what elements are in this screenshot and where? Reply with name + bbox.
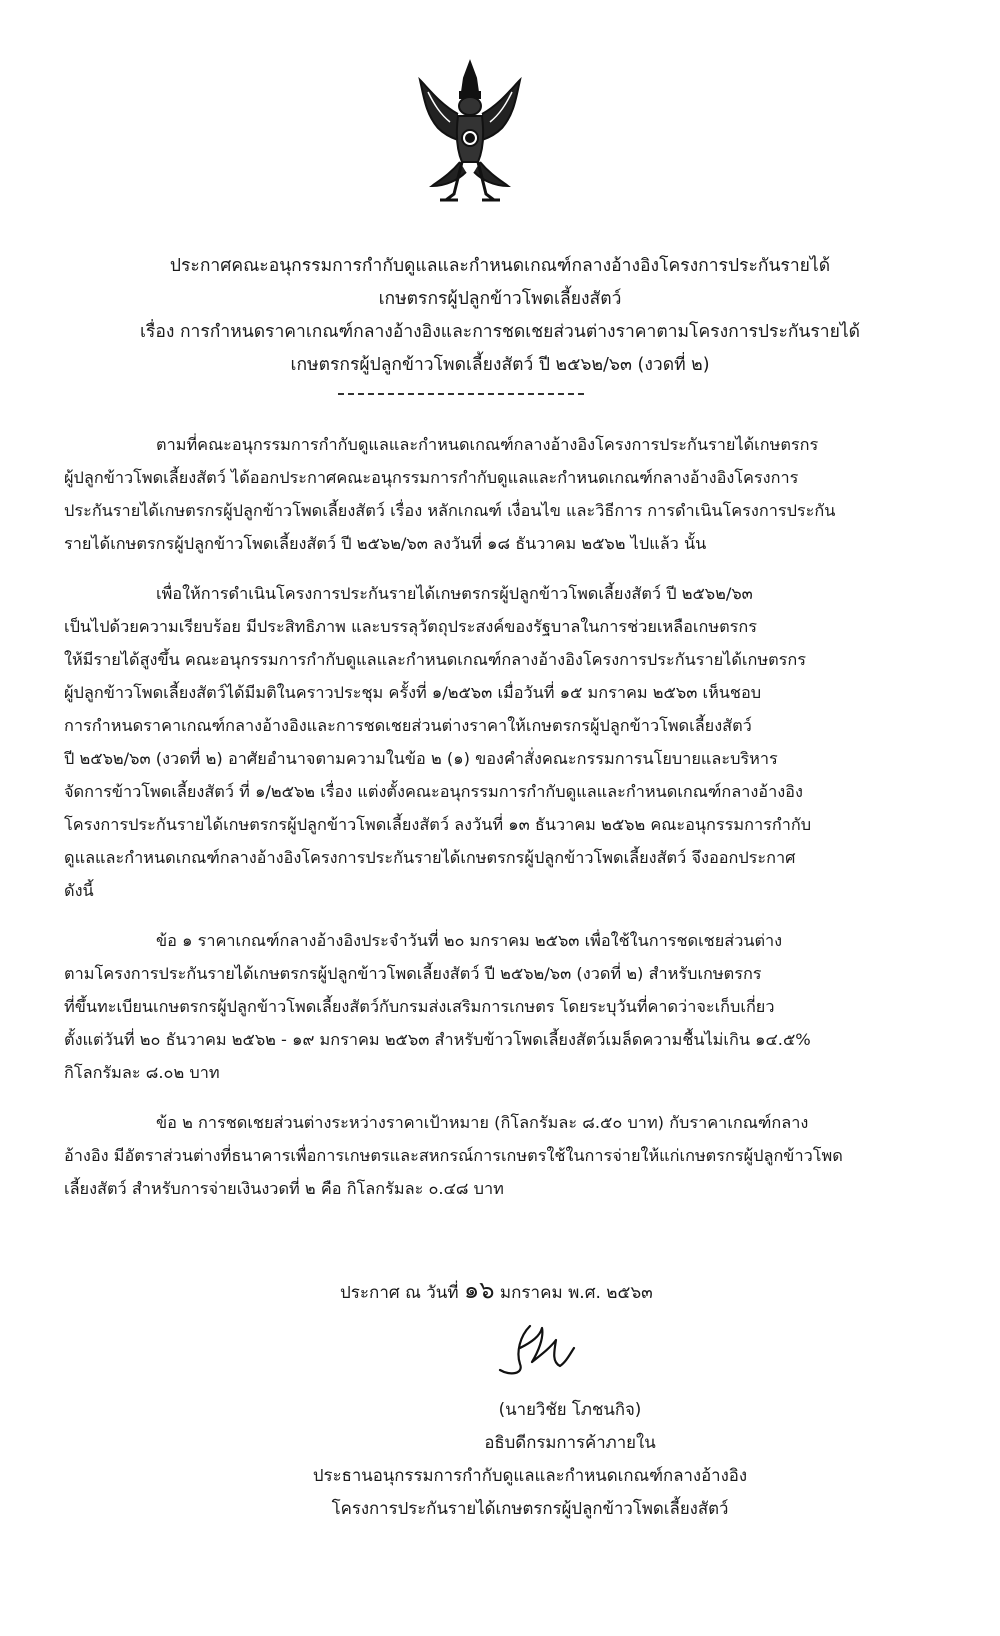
paragraph-line: การกำหนดราคาเกณฑ์กลางอ้างอิงและการชดเชยส่วนต่างราคาให้เกษตรกรผู้ปลูกข้าวโพดเลี้ยงสัตว์ <box>64 716 752 735</box>
paragraph-line: ดูแลและกำหนดเกณฑ์กลางอ้างอิงโครงการประกันรายได้เกษตรกรผู้ปลูกข้าวโพดเลี้ยงสัตว์ จึงออกประกาศ <box>64 848 796 867</box>
paragraph-line: ปี ๒๕๖๒/๖๓ (งวดที่ ๒) อาศัยอำนาจตามความในข้อ ๒ (๑) ของคำสั่งคณะกรรมการนโยบายและบริหาร <box>64 749 778 768</box>
paragraph-line: อ้างอิง มีอัตราส่วนต่างที่ธนาคารเพื่อการเกษตรและสหกรณ์การเกษตรใช้ในการจ่ายให้แก่เกษตรกรผู้ปลูกข้าวโพด <box>64 1146 843 1165</box>
paragraph-line: ข้อ ๒ การชดเชยส่วนต่างระหว่างราคาเป้าหมาย (กิโลกรัมละ ๘.๕๐ บาท) กับราคาเกณฑ์กลาง <box>156 1113 809 1132</box>
heading-divider <box>338 393 584 395</box>
announcement-heading <box>80 250 920 382</box>
signer-name: (นายวิชัย โภชนกิจ) <box>498 1399 642 1419</box>
paragraph-line: ผู้ปลูกข้าวโพดเลี้ยงสัตว์ได้มีมติในคราวประชุม ครั้งที่ ๑/๒๕๖๓ เมื่อวันที่ ๑๕ มกราคม ๒๕๖๓ เห็นชอบ <box>64 683 762 702</box>
date-suffix: มกราคม พ.ศ. ๒๕๖๓ <box>499 1283 653 1303</box>
heading-subject-line: เรื่อง การกำหนดราคาเกณฑ์กลางอ้างอิงและการชดเชยส่วนต่างราคาตามโครงการประกันรายได้ <box>139 322 861 342</box>
signer-block <box>300 1393 760 1525</box>
paragraph-1 <box>64 428 944 560</box>
signature-icon <box>490 1318 580 1380</box>
paragraph-line: เป็นไปด้วยความเรียบร้อย มีประสิทธิภาพ และบรรลุวัตถุประสงค์ของรัฐบาลในการช่วยเหลือเกษตรกร <box>64 617 758 636</box>
heading-line: เกษตรกรผู้ปลูกข้าวโพดเลี้ยงสัตว์ <box>378 289 622 309</box>
garuda-emblem-icon <box>410 58 530 208</box>
paragraph-line: ดังนี้ <box>64 881 94 900</box>
date-day: ๑๖ <box>464 1276 495 1304</box>
paragraph-line: ที่ขึ้นทะเบียนเกษตรกรผู้ปลูกข้าวโพดเลี้ยงสัตว์กับกรมส่งเสริมการเกษตร โดยระบุวันที่คาดว่าจะเก็บเกี่ยว <box>64 997 775 1016</box>
paragraph-line: เลี้ยงสัตว์ สำหรับการจ่ายเงินงวดที่ ๒ คือ กิโลกรัมละ ๐.๔๘ บาท <box>64 1179 504 1198</box>
paragraph-line: ตามโครงการประกันรายได้เกษตรกรผู้ปลูกข้าวโพดเลี้ยงสัตว์ ปี ๒๕๖๒/๖๓ (งวดที่ ๒) สำหรับเกษตรกร <box>64 964 762 983</box>
heading-line: ประกาศคณะอนุกรรมการกำกับดูแลและกำหนดเกณฑ์กลางอ้างอิงโครงการประกันรายได้ <box>169 256 831 276</box>
announcement-body <box>64 428 944 1222</box>
signer-position: โครงการประกันรายได้เกษตรกรผู้ปลูกข้าวโพดเลี้ยงสัตว์ <box>331 1498 729 1518</box>
clause-2 <box>64 1106 944 1205</box>
paragraph-line: โครงการประกันรายได้เกษตรกรผู้ปลูกข้าวโพดเลี้ยงสัตว์ ลงวันที่ ๑๓ ธันวาคม ๒๕๖๒ คณะอนุกรรมการกำกับ <box>64 815 812 834</box>
paragraph-2 <box>64 577 944 907</box>
paragraph-line: ผู้ปลูกข้าวโพดเลี้ยงสัตว์ ได้ออกประกาศคณะอนุกรรมการกำกับดูแลและกำหนดเกณฑ์กลางอ้างอิงโครงการ <box>64 468 799 487</box>
paragraph-line: ข้อ ๑ ราคาเกณฑ์กลางอ้างอิงประจำวันที่ ๒๐ มกราคม ๒๕๖๓ เพื่อใช้ในการชดเชยส่วนต่าง <box>156 931 783 950</box>
signer-position: อธิบดีกรมการค้าภายใน <box>484 1432 656 1452</box>
paragraph-line: ตามที่คณะอนุกรรมการกำกับดูแลและกำหนดเกณฑ์กลางอ้างอิงโครงการประกันรายได้เกษตรกร <box>156 435 819 454</box>
paragraph-line: ตั้งแต่วันที่ ๒๐ ธันวาคม ๒๕๖๒ - ๑๙ มกราคม ๒๕๖๓ สำหรับข้าวโพดเลี้ยงสัตว์เมล็ดความชื้นไม่เกิน ๑๔.๕% <box>64 1030 811 1049</box>
clause-1 <box>64 924 944 1089</box>
paragraph-line: จัดการข้าวโพดเลี้ยงสัตว์ ที่ ๑/๒๕๖๒ เรื่อง แต่งตั้งคณะอนุกรรมการกำกับดูแลและกำหนดเกณฑ์กลางอ้างอิง <box>64 782 803 801</box>
signer-position: ประธานอนุกรรมการกำกับดูแลและกำหนดเกณฑ์กลางอ้างอิง <box>312 1465 748 1485</box>
announcement-date <box>340 1270 653 1309</box>
paragraph-line: กิโลกรัมละ ๘.๐๒ บาท <box>64 1063 220 1082</box>
paragraph-line: ประกันรายได้เกษตรกรผู้ปลูกข้าวโพดเลี้ยงสัตว์ เรื่อง หลักเกณฑ์ เงื่อนไข และวิธีการ การดำเนินโครงการประกัน <box>64 501 836 520</box>
paragraph-line: เพื่อให้การดำเนินโครงการประกันรายได้เกษตรกรผู้ปลูกข้าวโพดเลี้ยงสัตว์ ปี ๒๕๖๒/๖๓ <box>156 584 753 603</box>
paragraph-line: ให้มีรายได้สูงขึ้น คณะอนุกรรมการกำกับดูแลและกำหนดเกณฑ์กลางอ้างอิงโครงการประกันรายได้เกษตรกร <box>64 650 807 669</box>
date-prefix: ประกาศ ณ วันที่ <box>340 1283 459 1303</box>
heading-subject-line: เกษตรกรผู้ปลูกข้าวโพดเลี้ยงสัตว์ ปี ๒๕๖๒/๖๓ (งวดที่ ๒) <box>290 355 710 375</box>
paragraph-line: รายได้เกษตรกรผู้ปลูกข้าวโพดเลี้ยงสัตว์ ปี ๒๕๖๒/๖๓ ลงวันที่ ๑๘ ธันวาคม ๒๕๖๒ ไปแล้ว นั้น <box>64 534 707 553</box>
